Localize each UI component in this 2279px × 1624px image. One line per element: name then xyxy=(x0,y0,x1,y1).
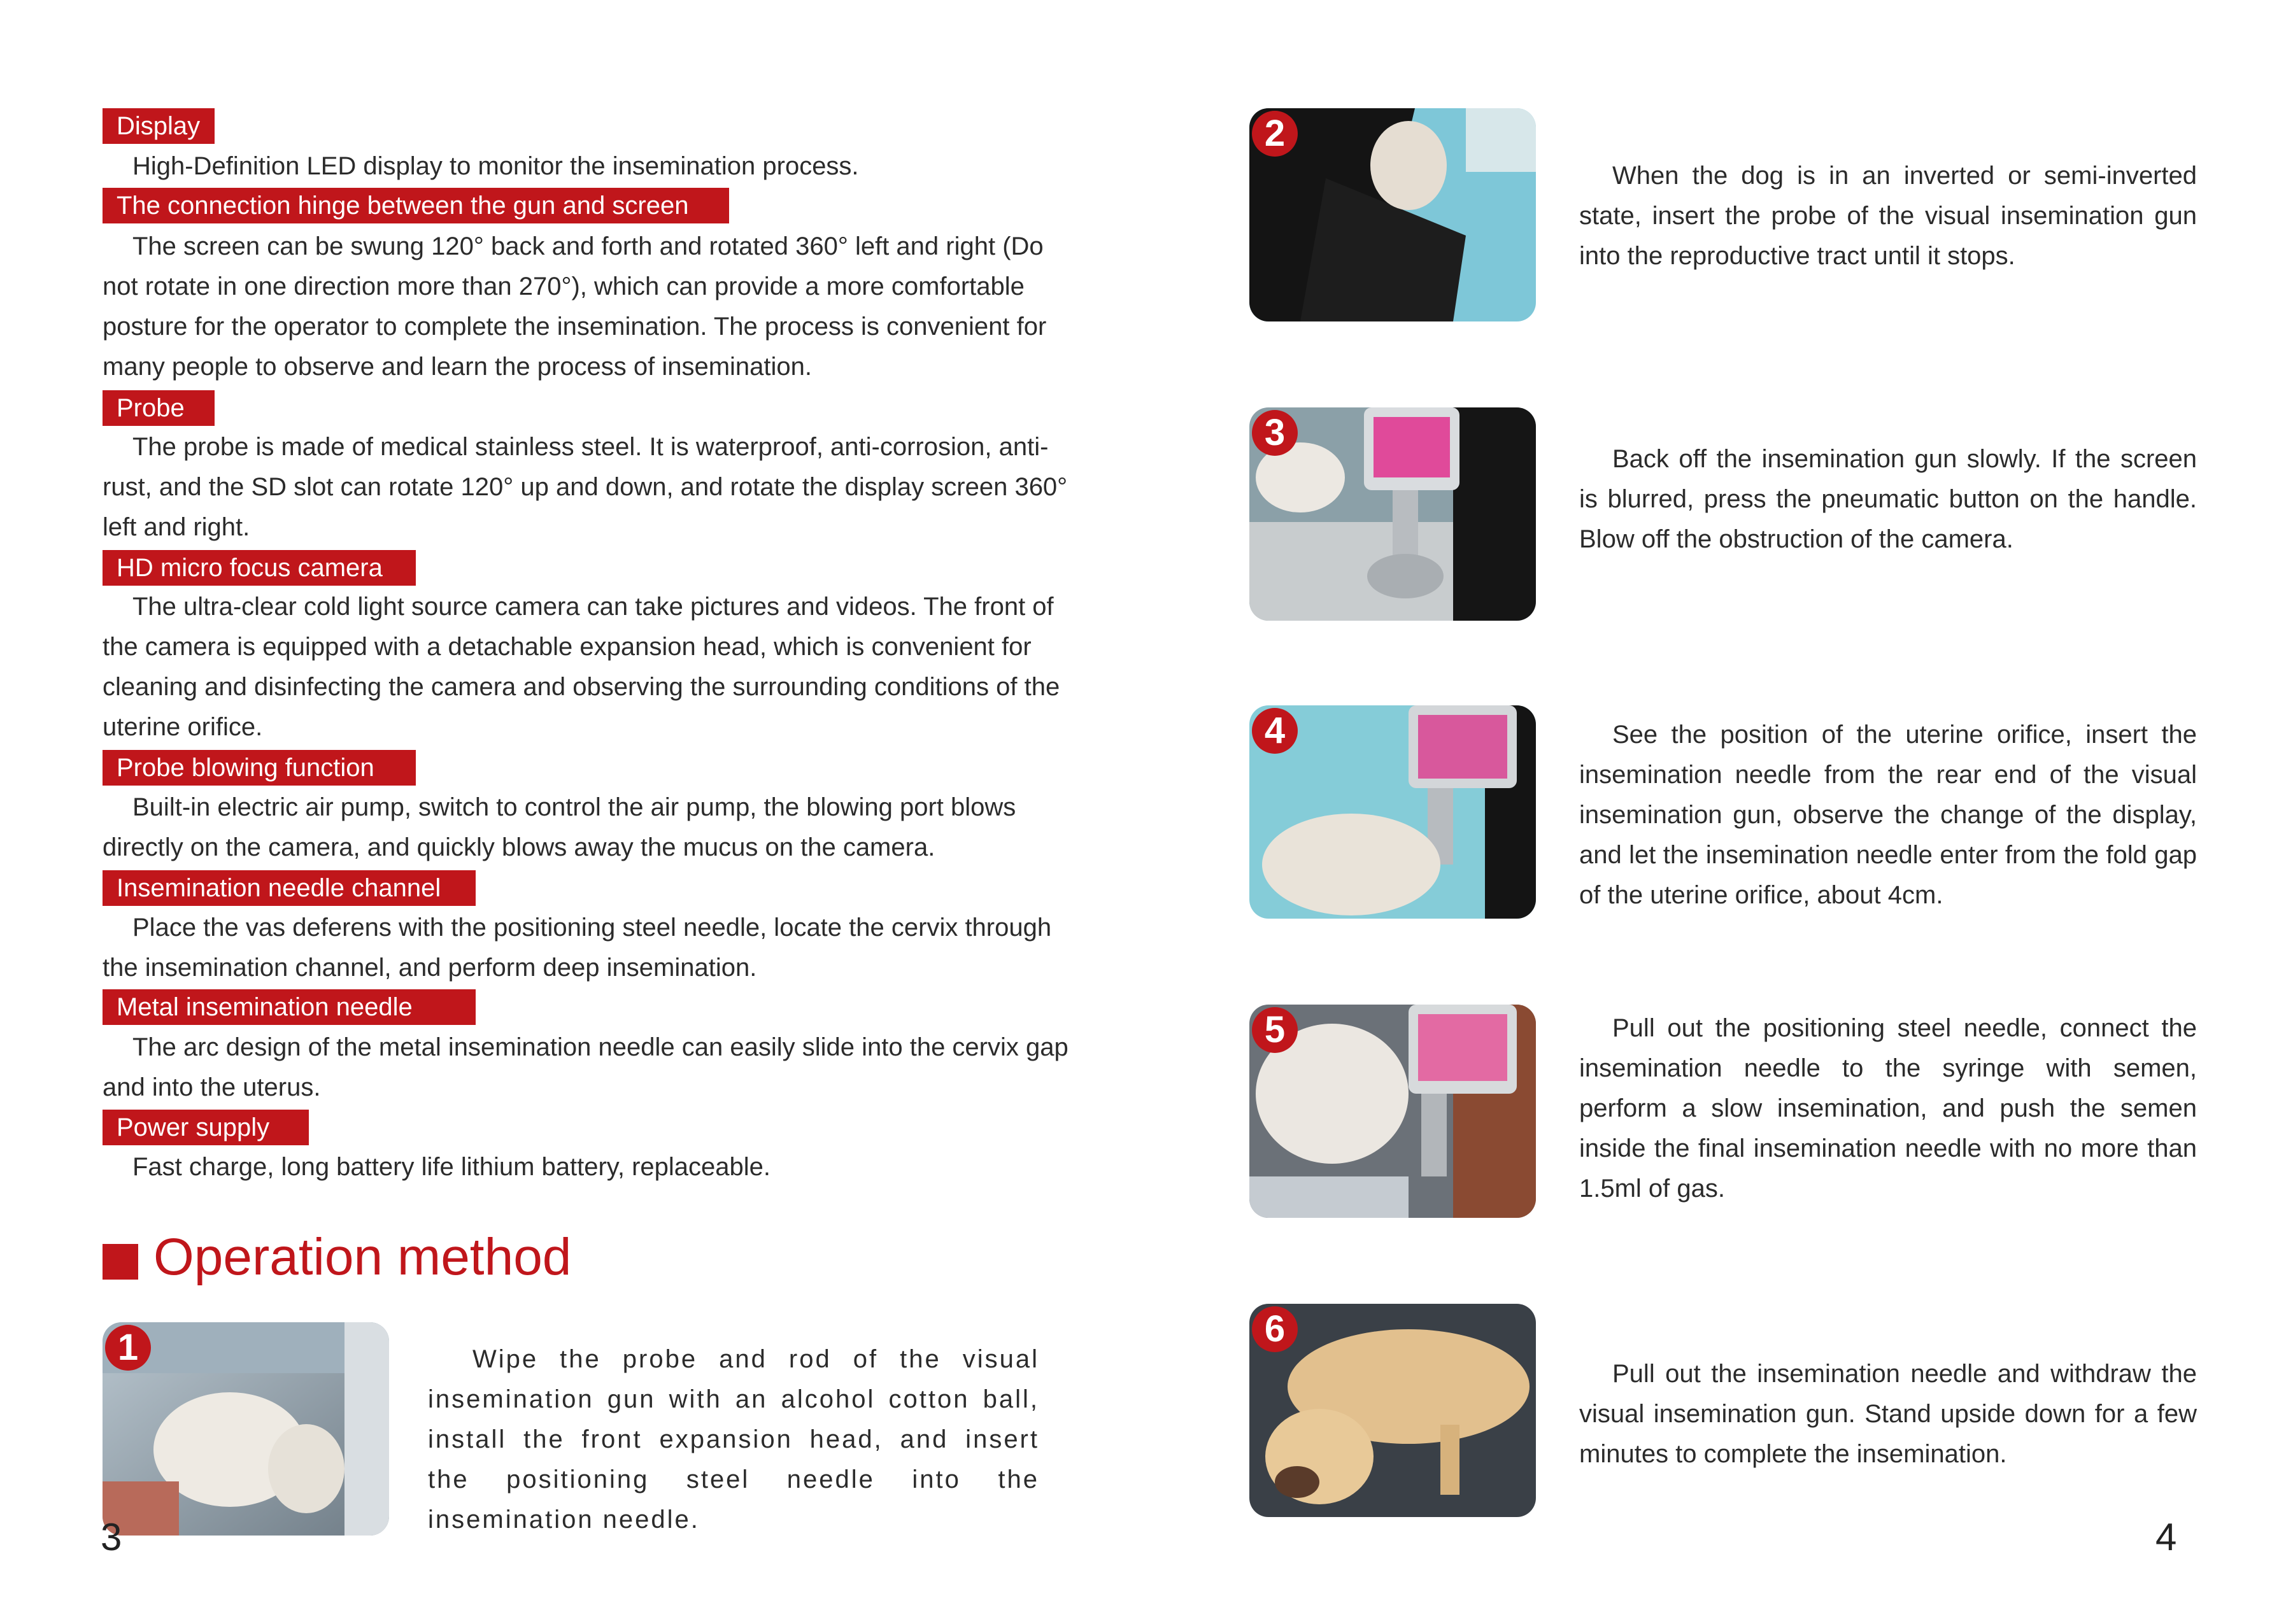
step-2-text: When the dog is in an inverted or semi-inverted state, insert the probe of the visual insemination gun into the reproductive tract until it stops. xyxy=(1579,162,2197,270)
text-probe: The probe is made of medical stainless steel. It is waterproof, anti-corrosion, anti-rust, and the SD slot can rotate 120° up and down, and rotate the display screen 360° left and right. xyxy=(103,433,1068,541)
page-number-right: 4 xyxy=(2155,1516,2177,1558)
step-4-badge: 4 xyxy=(1252,708,1298,754)
step-1-photo xyxy=(103,1322,389,1536)
heading-power-supply: Power supply xyxy=(103,1110,309,1145)
step-1-text: Wipe the probe and rod of the visual insemination gun with an alcohol cotton ball, install the front expansion head, and insert the positioning steel needle into the insemination needle. xyxy=(428,1345,1039,1534)
step-4-text: See the position of the uterine orifice, insert the insemination needle from the rear end of the visual insemination gun, observe the change of the display, and let the insemination needle enter from the fold gap of the uterine orifice, about 4cm. xyxy=(1579,721,2197,909)
text-display: High-Definition LED display to monitor the insemination process. xyxy=(132,152,859,180)
step-3-text: Back off the insemination gun slowly. If the screen is blurred, press the pneumatic button on the handle. Blow off the obstruction of the camera. xyxy=(1579,445,2197,553)
square-bullet-icon xyxy=(103,1244,138,1280)
heading-metal-needle: Metal insemination needle xyxy=(103,989,476,1025)
text-hd-camera: The ultra-clear cold light source camera can take pictures and videos. The front of the camera is equipped with a detachable expansion head, which is convenient for cleaning and disinfecting the camera and observing the surrounding conditions of the uterine orifice. xyxy=(103,593,1060,741)
step-5-text: Pull out the positioning steel needle, connect the insemination needle to the syringe with semen, perform a slow insemination, and push the semen inside the final insemination needle with no more than 1.5ml of gas. xyxy=(1579,1014,2197,1203)
step-1-badge: 1 xyxy=(105,1325,151,1371)
text-needle-channel: Place the vas deferens with the positioning steel needle, locate the cervix through the insemination channel, and perform deep insemination. xyxy=(103,914,1052,982)
text-probe-blowing: Built-in electric air pump, switch to control the air pump, the blowing port blows directly on the camera, and quickly blows away the mucus on the camera. xyxy=(103,793,1016,861)
page-number-left: 3 xyxy=(101,1516,122,1558)
step-2-badge: 2 xyxy=(1252,111,1298,157)
heading-probe: Probe xyxy=(103,390,215,426)
text-power-supply: Fast charge, long battery life lithium battery, replaceable. xyxy=(132,1153,770,1181)
step-5-photo xyxy=(1249,1005,1536,1218)
text-connection-hinge: The screen can be swung 120° back and forth and rotated 360° left and right (Do not rotate in one direction more than 270°), which can provide a more comfortable posture for the operator to complete the insemination. The process is convenient for many people to observe and learn the process of insemination. xyxy=(103,232,1047,381)
step-6-text: Pull out the insemination needle and withdraw the visual insemination gun. Stand upside down for a few minutes to complete the insemination. xyxy=(1579,1360,2197,1468)
step-2-photo xyxy=(1249,108,1536,321)
heading-probe-blowing: Probe blowing function xyxy=(103,750,416,786)
step-5-badge: 5 xyxy=(1252,1007,1298,1053)
step-4-photo xyxy=(1249,705,1536,919)
step-3-photo xyxy=(1249,407,1536,621)
operation-method-title xyxy=(103,1225,571,1289)
step-6-photo xyxy=(1249,1304,1536,1517)
heading-display: Display xyxy=(103,108,215,144)
heading-connection-hinge: The connection hinge between the gun and screen xyxy=(103,188,729,223)
heading-needle-channel: Insemination needle channel xyxy=(103,870,476,906)
heading-hd-camera: HD micro focus camera xyxy=(103,550,416,586)
text-metal-needle: The arc design of the metal insemination needle can easily slide into the cervix gap and into the uterus. xyxy=(103,1033,1069,1101)
step-3-badge: 3 xyxy=(1252,410,1298,456)
operation-method-text: Operation method xyxy=(153,1228,572,1286)
step-6-badge: 6 xyxy=(1252,1306,1298,1352)
